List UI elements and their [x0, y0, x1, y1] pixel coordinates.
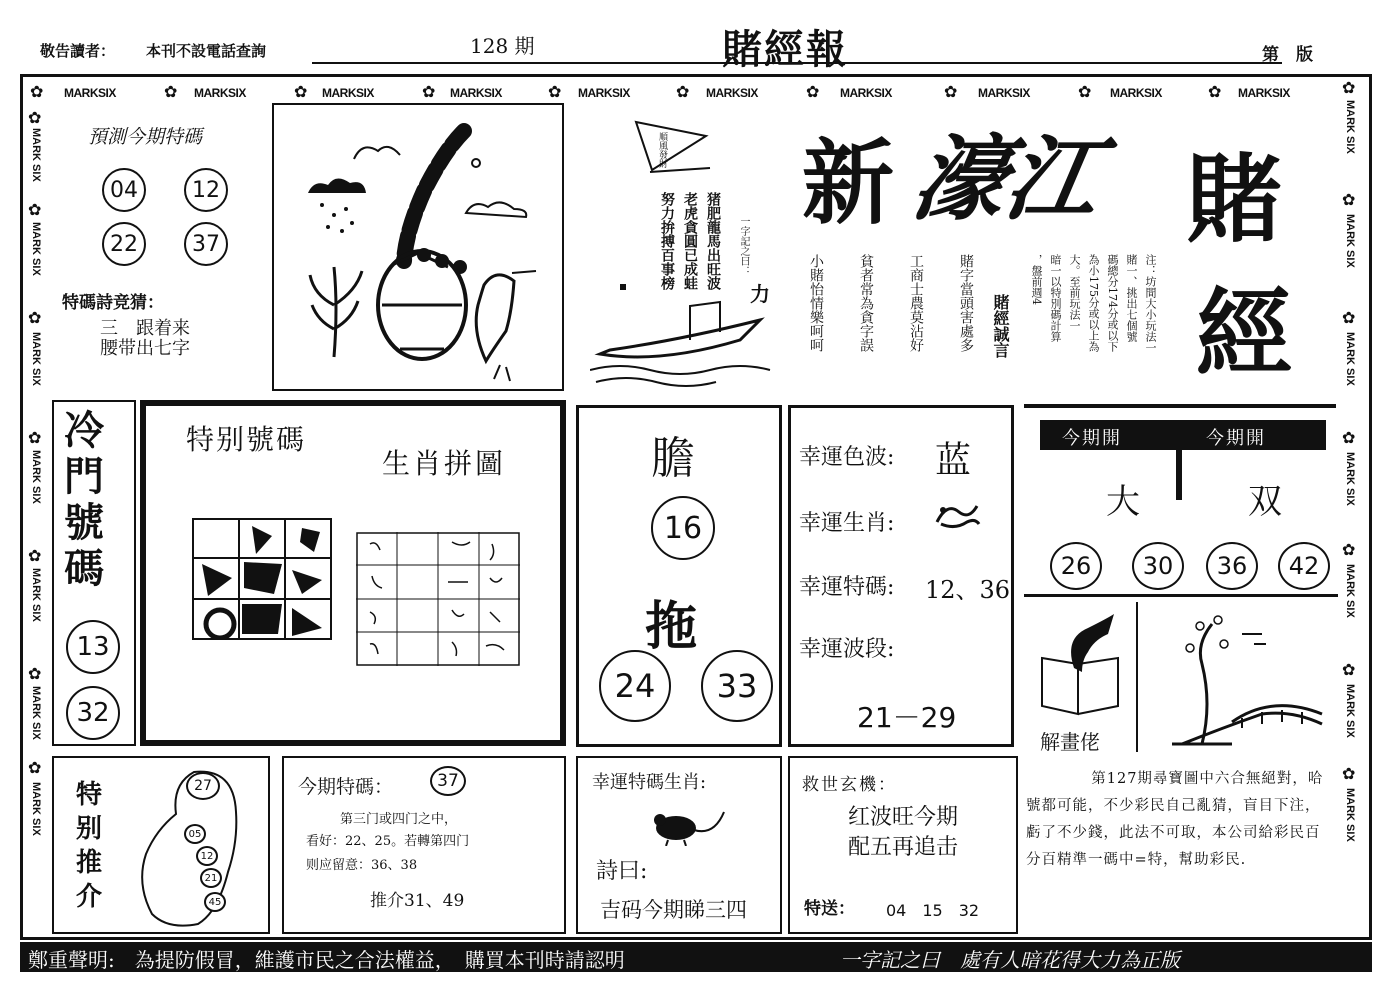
prediction-number: 22: [102, 222, 146, 266]
marksix-label: MARKSIX: [978, 86, 1030, 100]
zodiac-sketch-grid: [356, 532, 520, 666]
book-ink-illustration: [1034, 608, 1134, 718]
footer-right-text: 一字記之曰 處有人暗花得大力為正版: [840, 948, 1180, 972]
flower-icon: ✿: [1078, 82, 1092, 101]
marksix-side-label: MARK SIX: [1344, 788, 1356, 842]
open-number: 26: [1050, 542, 1102, 590]
mystery-box: [788, 756, 1018, 934]
riddle-poem-line: 猪肥龍馬出旺波: [706, 192, 722, 290]
puzzle-grid-image: [192, 518, 332, 640]
puzzle-box: [140, 400, 566, 746]
flower-icon: ✿: [1342, 540, 1356, 559]
lucky-box: [788, 405, 1014, 747]
issue-number: 128 期: [470, 34, 535, 58]
tuo-number: 33: [701, 650, 773, 722]
marksix-side-label: MARK SIX: [30, 128, 42, 182]
tuo-label: 拖: [645, 596, 698, 657]
recommend-number: 27: [186, 772, 220, 800]
recommend-number: 12: [196, 846, 218, 866]
divider-line: [1024, 404, 1336, 408]
prediction-number: 12: [184, 168, 228, 212]
motto-line: 工商士農莫沾好: [908, 254, 924, 352]
mystery-line: 配五再追击: [848, 835, 959, 860]
marksix-label: MARKSIX: [64, 86, 116, 100]
poem-line: 腰带出七字: [100, 338, 190, 359]
dragon-icon: [931, 494, 983, 534]
lucky-zodiac-poem: 吉码今期睇三四: [600, 898, 747, 922]
open-label-right: 今期開: [1206, 428, 1266, 449]
today-special-box: [282, 756, 566, 934]
today-special-number: 37: [430, 766, 466, 796]
marksix-side-label: MARK SIX: [30, 686, 42, 740]
marksix-label: MARKSIX: [1110, 86, 1162, 100]
divider-line: [1024, 594, 1338, 597]
prediction-title: 預測今期特碼: [88, 126, 203, 148]
lucky-zodiac-title: 幸運特碼生肖:: [592, 772, 707, 793]
lucky-number-value: 12、36: [925, 576, 1011, 604]
prediction-number: 04: [102, 168, 146, 212]
brand-title-macau: 濠江: [905, 126, 1109, 233]
flower-icon: ✿: [28, 428, 42, 447]
flower-icon: ✿: [28, 758, 42, 777]
boat-poem-panel: [590, 106, 790, 392]
note-line: 注：坊間大小玩法一: [1144, 254, 1157, 353]
open-number: 42: [1278, 542, 1330, 590]
note-line: 大。至前玩法一: [1068, 254, 1081, 331]
marksix-label: MARKSIX: [706, 86, 758, 100]
poem-line: 三 跟着来: [100, 318, 190, 339]
riddle-picture-panel: [1024, 594, 1338, 754]
marksix-label: MARKSIX: [322, 86, 374, 100]
note-line: 暗一以特別碼計算: [1049, 254, 1062, 342]
open-value-left: 大: [1106, 482, 1140, 522]
marksix-side-label: MARK SIX: [1344, 332, 1356, 386]
flower-icon: ✿: [1342, 764, 1356, 783]
open-number: 30: [1132, 542, 1184, 590]
mystery-line: 红波旺今期: [848, 805, 959, 830]
brand-title-gamble: 賭: [1186, 144, 1282, 256]
recommend-number: 45: [204, 892, 226, 912]
marksix-side-label: MARK SIX: [1344, 684, 1356, 738]
brand-motto: [806, 254, 976, 394]
motto-line: 小賭怡情樂呵呵: [808, 254, 824, 352]
note-line: 為小175分或以上為: [1087, 254, 1100, 352]
divider-line: [1136, 602, 1138, 752]
riddle-poem-answer: 力: [750, 282, 770, 306]
today-special-line: 则应留意：36、38: [306, 858, 418, 873]
flower-icon: ✿: [1208, 82, 1222, 101]
lucky-label: 幸運色波:: [799, 445, 895, 470]
lucky-label: 幸運特碼:: [799, 575, 895, 600]
brand-panel: [796, 106, 1336, 398]
marksix-side-label: MARK SIX: [30, 222, 42, 276]
riddle-poem-line: 老虎貪圓已成蛙: [683, 192, 699, 290]
recommend-title: 特别推介: [76, 780, 103, 912]
marksix-top-strip: [24, 80, 1344, 106]
marksix-side-label: MARK SIX: [30, 450, 42, 504]
lucky-range: 21－29: [857, 701, 957, 734]
marksix-side-label: MARK SIX: [30, 568, 42, 622]
today-special-line: 看好：22、25。若轉第四门: [306, 834, 470, 849]
flower-icon: ✿: [806, 82, 820, 101]
flower-icon: ✿: [676, 82, 690, 101]
footer-bar: [20, 942, 1372, 972]
open-divider: [1176, 444, 1182, 500]
newspaper-title: 賭經報: [722, 26, 848, 73]
cold-title: 冷門號碼: [64, 408, 104, 592]
notice-text: 第127期尋寶圖中六合無絕對，哈號都可能，不少彩民自己亂猜，盲目下注，虧了不少錢，此法不可取，本公司給彩民百分百精準一碼中=特，幫助彩民.: [1026, 771, 1324, 868]
flower-icon: ✿: [1342, 78, 1356, 97]
note-line: 碼總分174分或以下: [1106, 254, 1119, 352]
marksix-label: MARKSIX: [578, 86, 630, 100]
flower-icon: ✿: [294, 82, 308, 101]
open-panel: [1020, 404, 1338, 604]
recommend-box: [52, 756, 270, 934]
marksix-side-label: MARK SIX: [30, 782, 42, 836]
dan-tuo-box: [576, 405, 782, 747]
flower-icon: ✿: [422, 82, 436, 101]
poem-title: 特碼詩竞猜：: [62, 293, 164, 312]
prediction-panel: [50, 110, 260, 390]
flower-icon: ✿: [164, 82, 178, 101]
lucky-label: 幸運波段:: [799, 637, 895, 662]
brand-title-new: 新: [802, 130, 895, 237]
marksix-side-label: MARK SIX: [1344, 564, 1356, 618]
riddle-picture-label: 解畫佬: [1040, 730, 1100, 754]
riddle-poem-line: 努力拚搏百事榜: [660, 192, 676, 290]
mystery-send-numbers: 04 15 32: [886, 901, 980, 920]
prediction-number: 37: [184, 222, 228, 266]
flower-icon: ✿: [28, 546, 42, 565]
today-special-recommend: 推介31、49: [370, 891, 465, 911]
lucky-zodiac-box: [576, 756, 782, 934]
marksix-label: MARKSIX: [1238, 86, 1290, 100]
warning-label: 敬告讀者：: [40, 43, 116, 60]
flower-icon: ✿: [1342, 428, 1356, 447]
mystery-send-label: 特送：: [804, 899, 855, 918]
today-special-line: 第三门或四门之中，: [340, 812, 458, 827]
recommend-number: 21: [200, 868, 222, 888]
flower-icon: ✿: [944, 82, 958, 101]
flower-icon: ✿: [28, 108, 42, 127]
motto-line: 貧者常為貪字誤: [858, 254, 874, 352]
flower-icon: ✿: [28, 664, 42, 683]
motto-label: 賭經誠言: [991, 294, 1008, 358]
bridge-tree-illustration: [1142, 604, 1338, 752]
riddle-picture-box: [272, 103, 564, 391]
rat-icon: [648, 802, 728, 846]
marksix-label: MARKSIX: [194, 86, 246, 100]
mystery-title: 救世玄機：: [802, 775, 897, 795]
flower-icon: ✿: [28, 308, 42, 327]
flower-icon: ✿: [28, 200, 42, 219]
flower-icon: ✿: [1342, 308, 1356, 327]
open-label-left: 今期開: [1062, 428, 1122, 449]
puzzle-title: 特别號碼: [186, 423, 307, 456]
riddle-poem: [658, 192, 724, 312]
lucky-label: 幸運生肖:: [799, 511, 895, 536]
marksix-right-strip: [1340, 80, 1364, 870]
flower-icon: ✿: [548, 82, 562, 101]
flag-text: 順風發財: [657, 132, 667, 168]
marksix-side-label: MARK SIX: [1344, 452, 1356, 506]
note-line: 賭一、挑出七個號: [1125, 254, 1138, 342]
marksix-side-label: MARK SIX: [1344, 214, 1356, 268]
cold-number: 32: [66, 686, 120, 740]
motto-line: 賭字當頭害處多: [958, 254, 974, 352]
lucky-zodiac-poem-label: 詩曰:: [596, 859, 648, 884]
riddle-illustration: [274, 105, 562, 389]
marksix-label: MARKSIX: [840, 86, 892, 100]
brand-note: [1028, 254, 1158, 394]
cold-number: 13: [66, 620, 120, 674]
marksix-label: MARKSIX: [450, 86, 502, 100]
flower-icon: ✿: [1342, 190, 1356, 209]
marksix-side-label: MARK SIX: [30, 332, 42, 386]
note-line: ，盤前週4: [1030, 254, 1043, 305]
footer-left-text: 鄭重聲明: 為提防假冒，維護市民之合法權益， 購買本刊時請認明: [28, 948, 625, 972]
recommend-number: 05: [184, 824, 206, 844]
puzzle-subtitle: 生肖拼圖: [382, 447, 507, 480]
dan-label: 膽: [651, 433, 695, 484]
tuo-number: 24: [599, 650, 671, 722]
page-label: 第 版: [1262, 45, 1313, 64]
marksix-left-strip: [26, 110, 48, 870]
open-value-right: 双: [1248, 482, 1282, 522]
open-number: 36: [1206, 542, 1258, 590]
lucky-color-value: 蓝: [935, 440, 972, 481]
riddle-poem-note: 一字記之曰：: [738, 216, 749, 276]
notice-panel: [1026, 766, 1326, 926]
header: [0, 0, 1391, 72]
marksix-side-label: MARK SIX: [1344, 100, 1356, 154]
today-special-title: 今期特碼：: [298, 776, 394, 798]
flower-icon: ✿: [1342, 660, 1356, 679]
dan-number: 16: [651, 496, 715, 560]
flower-icon: ✿: [30, 82, 44, 101]
warning-text: 本刊不設電話查詢: [146, 43, 267, 60]
cold-numbers-box: [52, 400, 136, 746]
brand-title-classic: 經: [1196, 278, 1292, 390]
